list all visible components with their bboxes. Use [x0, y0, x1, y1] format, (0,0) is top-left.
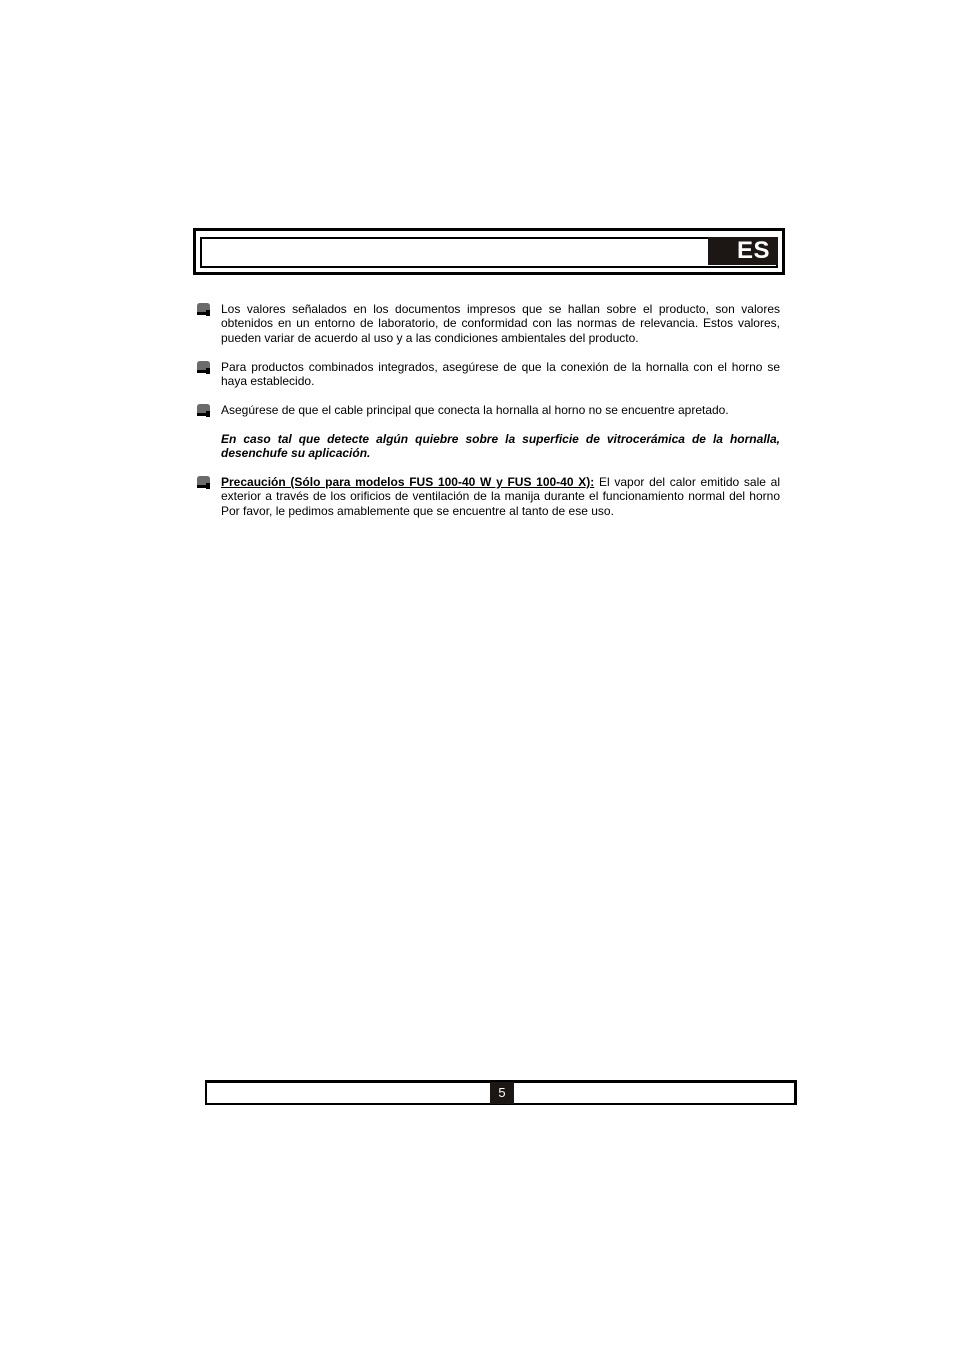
note-bullet-icon: [196, 476, 211, 489]
footer-frame: [205, 1080, 797, 1105]
item-text: Para productos combinados integrados, asegúrese de que la conexión de la hornalla con el horno se haya establecido.: [221, 359, 780, 389]
language-badge: ES: [708, 237, 778, 265]
item-text: Los valores señalados en los documentos impresos que se hallan sobre el producto, son valores obtenidos en un entorno de laboratorio, de conformidad con las normas de relevancia. Estos valores, pueden variar de acuerdo al uso y a las condiciones ambientales del producto.: [221, 302, 780, 345]
header-title-box: [200, 237, 778, 268]
caution-text: El vapor del calor emitido sale al exterior a través de los orificios de ventilación de la manija durante el funcionamiento normal del horno Por favor, le pedimos amablemente que se encuentre al tanto de ese uso.: [221, 474, 780, 518]
note-bullet-icon: [196, 404, 211, 417]
warning-text: En caso tal que detecte algún quiebre sobre la superficie de vitrocerámica de la hornalla, desenchufe su aplicación.: [221, 431, 780, 461]
header-frame: [193, 228, 785, 275]
note-bullet-icon: [196, 303, 211, 316]
list-item: [196, 403, 780, 417]
list-item: [196, 360, 780, 389]
note-bullet-icon: [196, 361, 211, 374]
item-text: Asegúrese de que el cable principal que conecta la hornalla al horno no se encuentre apretado.: [221, 402, 729, 417]
page-content: [196, 302, 780, 518]
list-item-caution: [196, 475, 780, 518]
list-item: [196, 302, 780, 345]
page-number: 5: [490, 1082, 514, 1104]
caution-label: Precaución (Sólo para modelos FUS 100-40 W y FUS 100-40 X):: [221, 474, 595, 489]
